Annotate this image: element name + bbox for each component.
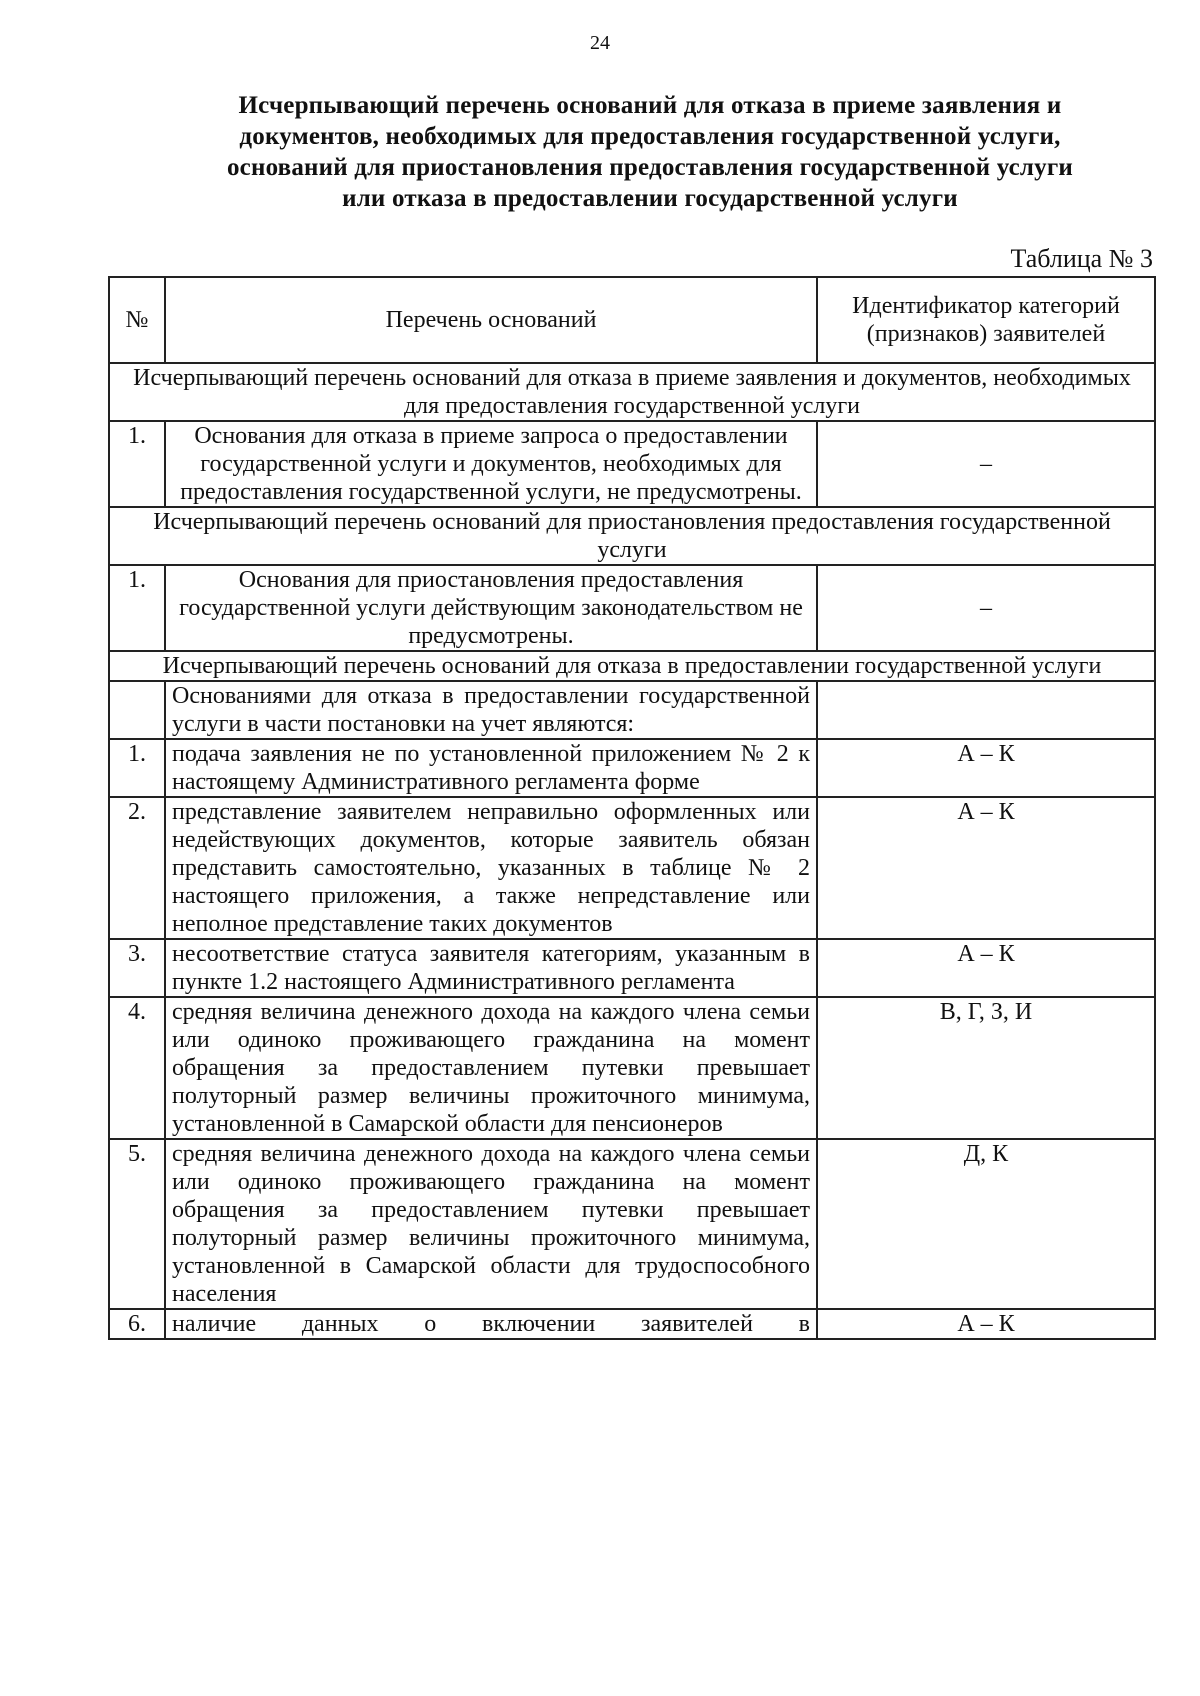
table-caption: Таблица № 3 bbox=[1010, 244, 1153, 273]
table-row bbox=[109, 939, 1155, 997]
row-number: 1. bbox=[109, 421, 165, 507]
row-identifier: – bbox=[817, 421, 1155, 507]
header-identifier: Идентификатор категорий (признаков) заявителей bbox=[817, 277, 1155, 363]
row-number: 3. bbox=[109, 939, 165, 997]
section-title: Исчерпывающий перечень оснований для отказа в предоставлении государственной услуги bbox=[109, 651, 1155, 681]
table-row bbox=[109, 421, 1155, 507]
table-row bbox=[109, 997, 1155, 1139]
row-number: 5. bbox=[109, 1139, 165, 1309]
header-reasons: Перечень оснований bbox=[165, 277, 817, 363]
row-identifier: – bbox=[817, 565, 1155, 651]
section-title: Исчерпывающий перечень оснований для приостановления предоставления государственной услуги bbox=[109, 507, 1155, 565]
row-text: Основания для приостановления предоставления государственной услуги действующим законодательством не предусмотрены. bbox=[165, 565, 817, 651]
row-text: Основания для отказа в приеме запроса о предоставлении государственной услуги и документов, необходимых для предоставления государственной услуги, не предусмотрены. bbox=[165, 421, 817, 507]
row-text: подача заявления не по установленной приложением № 2 к настоящему Административного регламента форме bbox=[165, 739, 817, 797]
row-number: 4. bbox=[109, 997, 165, 1139]
row-number: 2. bbox=[109, 797, 165, 939]
section-intro: Основаниями для отказа в предоставлении государственной услуги в части постановки на учет являются: bbox=[165, 681, 817, 739]
table-row bbox=[109, 565, 1155, 651]
table-row bbox=[109, 1139, 1155, 1309]
page-number: 24 bbox=[590, 32, 610, 54]
title-line: или отказа в предоставлении государственной услуги bbox=[342, 185, 958, 212]
row-identifier: А – К bbox=[817, 797, 1155, 939]
row-identifier-empty bbox=[817, 681, 1155, 739]
table-row bbox=[109, 1309, 1155, 1339]
row-number: 1. bbox=[109, 565, 165, 651]
section-header-row bbox=[109, 507, 1155, 565]
document-title bbox=[160, 90, 1140, 214]
section-header-row bbox=[109, 651, 1155, 681]
title-line: оснований для приостановления предоставления государственной услуги bbox=[226, 154, 1074, 181]
row-identifier: А – К bbox=[817, 739, 1155, 797]
section-header-row bbox=[109, 363, 1155, 421]
row-text: представление заявителем неправильно оформленных или недействующих документов, которые заявитель обязан представить самостоятельно, указанных в таблице № 2 настоящего приложения, а также непредставление или неполное представление таких документов bbox=[165, 797, 817, 939]
row-number: 1. bbox=[109, 739, 165, 797]
title-line: документов, необходимых для предоставления государственной услуги, bbox=[239, 123, 1061, 150]
title-line: Исчерпывающий перечень оснований для отказа в приеме заявления и bbox=[238, 92, 1062, 119]
table-row bbox=[109, 797, 1155, 939]
row-identifier: Д, К bbox=[817, 1139, 1155, 1309]
section-title: Исчерпывающий перечень оснований для отказа в приеме заявления и документов, необходимых для предоставления государственной услуги bbox=[109, 363, 1155, 421]
row-number: 6. bbox=[109, 1309, 165, 1339]
row-text: несоответствие статуса заявителя категориям, указанным в пункте 1.2 настоящего Административного регламента bbox=[165, 939, 817, 997]
reasons-table bbox=[108, 276, 1156, 1340]
row-identifier: А – К bbox=[817, 1309, 1155, 1339]
row-identifier: А – К bbox=[817, 939, 1155, 997]
row-text bbox=[165, 1309, 817, 1339]
table-row bbox=[109, 739, 1155, 797]
row-text: средняя величина денежного дохода на каждого члена семьи или одиноко проживающего гражданина на момент обращения за предоставлением путевки превышает полуторный размер величины прожиточного минимума, установленной в Самарской области для трудоспособного населения bbox=[165, 1139, 817, 1309]
row-text-line: наличие данных о включении заявителей в bbox=[172, 1311, 810, 1337]
row-number-empty bbox=[109, 681, 165, 739]
table-row bbox=[109, 681, 1155, 739]
row-identifier: В, Г, З, И bbox=[817, 997, 1155, 1139]
row-text: средняя величина денежного дохода на каждого члена семьи или одиноко проживающего гражданина на момент обращения за предоставлением путевки превышает полуторный размер величины прожиточного минимума, установленной в Самарской области для пенсионеров bbox=[165, 997, 817, 1139]
header-number: № bbox=[109, 277, 165, 363]
table-header-row bbox=[109, 277, 1155, 363]
